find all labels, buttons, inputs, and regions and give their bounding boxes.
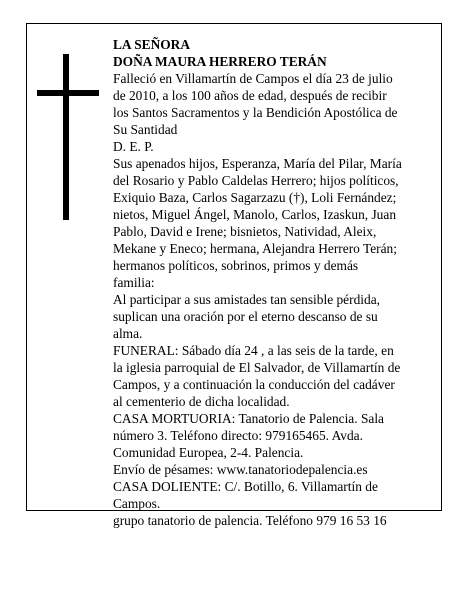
cross-horizontal-bar: [37, 90, 99, 96]
deceased-name: DOÑA MAURA HERRERO TERÁN: [113, 54, 327, 69]
dep-line: D. E. P.: [113, 139, 154, 154]
cross-vertical-bar: [63, 54, 69, 220]
death-announcement: Falleció en Villamartín de Campos el día 23 de julio de 2010, a los 100 años de edad, después de recibir los Santos Sacramentos y la Bendición Apostólica de Su Santidad: [113, 71, 398, 137]
family-list: Sus apenados hijos, Esperanza, María del Pilar, María del Rosario y Pablo Caldelas Herrero; hijos políticos, Exiquio Baza, Carlos Sagarzazu (†), Loli Fernández; nietos, Miguel Ángel, Manolo, Carlos, Izaskun, Juan Pablo, David e Irene; bisnietos, Natividad, Aleix, Mekane y Eneco; hermana, Alejandra Herrero Terán; hermanos políticos, sobrinos, primos y demás familia:: [113, 156, 402, 290]
funeral-info: FUNERAL: Sábado día 24 , a las seis de la tarde, en la iglesia parroquial de El Salvador, de Villamartín de Campos, y a continuación la conducción del cadáver al cementerio de dicha localidad.: [113, 343, 401, 409]
prayer-request: Al participar a sus amistades tan sensible pérdida, suplican una oración por el eterno descanso de su alma.: [113, 292, 380, 341]
mourning-home-info: CASA DOLIENTE: C/. Botillo, 6. Villamartín de Campos.: [113, 479, 378, 511]
obituary-text: [113, 36, 403, 529]
obituary-notice: [26, 23, 442, 528]
latin-cross-icon: [35, 54, 101, 220]
footer-line: grupo tanatorio de palencia. Teléfono 979 16 53 16: [113, 513, 387, 528]
condolences-info: Envío de pésames: www.tanatoriodepalencia.es: [113, 462, 368, 477]
mortuary-info: CASA MORTUORIA: Tanatorio de Palencia. Sala número 3. Teléfono directo: 979165465. Avda. Comunidad Europea, 2-4. Palencia.: [113, 411, 384, 460]
notice-title: LA SEÑORA: [113, 37, 191, 52]
